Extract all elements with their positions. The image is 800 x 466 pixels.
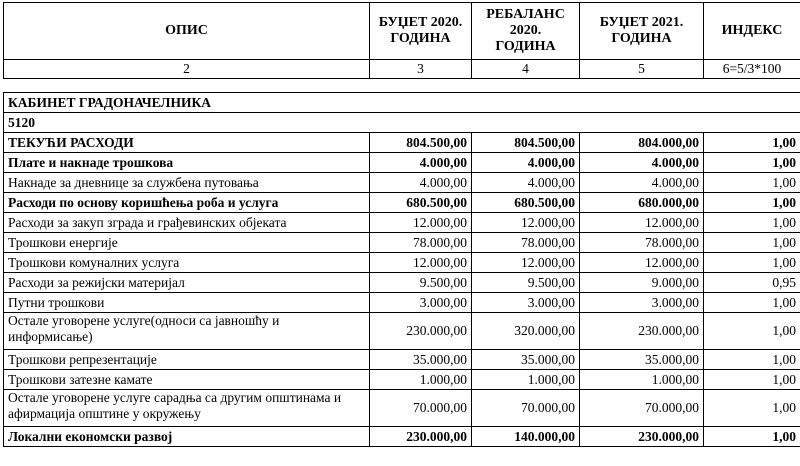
section-code-row — [4, 113, 800, 133]
budget-table-header — [3, 2, 800, 79]
row-budget-2021: 1.000,00 — [580, 370, 704, 390]
row-budget-2021: 9.000,00 — [580, 273, 704, 293]
row-description: ТЕКУЋИ РАСХОДИ — [4, 133, 370, 153]
header-budget-2021: БУЏЕТ 2021. ГОДИНА — [580, 3, 704, 60]
row-budget-2020: 3.000,00 — [370, 293, 472, 313]
header-row — [4, 3, 800, 60]
row-rebalans-2020: 70.000,00 — [472, 390, 580, 427]
row-budget-2021: 3.000,00 — [580, 293, 704, 313]
row-rebalans-2020: 4.000,00 — [472, 153, 580, 173]
row-description: Трошкови репрезентације — [4, 350, 370, 370]
table-row — [4, 153, 800, 173]
row-budget-2020: 70.000,00 — [370, 390, 472, 427]
column-number-row — [4, 60, 800, 79]
row-budget-2020: 4.000,00 — [370, 173, 472, 193]
row-budget-2021: 12.000,00 — [580, 253, 704, 273]
table-row — [4, 233, 800, 253]
table-row — [4, 193, 800, 213]
budget-table-body — [3, 92, 800, 447]
table-row — [4, 293, 800, 313]
row-index: 1,00 — [704, 350, 800, 370]
row-description: Накнаде за дневнице за службена путовања — [4, 173, 370, 193]
row-rebalans-2020: 680.500,00 — [472, 193, 580, 213]
row-budget-2021: 4.000,00 — [580, 153, 704, 173]
section-code: 5120 — [4, 113, 800, 133]
row-budget-2020: 4.000,00 — [370, 153, 472, 173]
row-index: 1,00 — [704, 133, 800, 153]
row-description: Путни трошкови — [4, 293, 370, 313]
row-index: 1,00 — [704, 313, 800, 350]
column-number: 3 — [370, 60, 472, 79]
table-row — [4, 313, 800, 350]
row-rebalans-2020: 12.000,00 — [472, 213, 580, 233]
header-index: ИНДЕКС — [704, 3, 800, 60]
row-description: Плате и накнаде трошкова — [4, 153, 370, 173]
table-row — [4, 427, 800, 447]
row-budget-2021: 12.000,00 — [580, 213, 704, 233]
row-budget-2020: 230.000,00 — [370, 427, 472, 447]
row-budget-2021: 35.000,00 — [580, 350, 704, 370]
row-rebalans-2020: 4.000,00 — [472, 173, 580, 193]
row-budget-2020: 804.500,00 — [370, 133, 472, 153]
row-index: 1,00 — [704, 173, 800, 193]
row-budget-2020: 12.000,00 — [370, 213, 472, 233]
table-row — [4, 253, 800, 273]
row-rebalans-2020: 140.000,00 — [472, 427, 580, 447]
row-budget-2021: 70.000,00 — [580, 390, 704, 427]
row-budget-2021: 230.000,00 — [580, 427, 704, 447]
row-index: 1,00 — [704, 390, 800, 427]
header-description: ОПИС — [4, 3, 370, 60]
row-budget-2020: 680.500,00 — [370, 193, 472, 213]
section-title: КАБИНЕТ ГРАДОНАЧЕЛНИКА — [4, 93, 800, 113]
row-budget-2020: 78.000,00 — [370, 233, 472, 253]
row-description: Остале уговорене услуге(односи са јавношћу и информисање) — [4, 313, 370, 350]
row-description: Расходи за закуп зграда и грађевинских објеката — [4, 213, 370, 233]
row-rebalans-2020: 804.500,00 — [472, 133, 580, 153]
row-description: Трошкови комуналних услуга — [4, 253, 370, 273]
column-number: 2 — [4, 60, 370, 79]
row-description: Трошкови енергије — [4, 233, 370, 253]
row-description: Трошкови затезне камате — [4, 370, 370, 390]
row-description: Остале уговорене услуге сарадња са другим општинама и афирмација општине у окружењу — [4, 390, 370, 427]
row-budget-2021: 680.000,00 — [580, 193, 704, 213]
table-row — [4, 133, 800, 153]
row-rebalans-2020: 78.000,00 — [472, 233, 580, 253]
row-rebalans-2020: 320.000,00 — [472, 313, 580, 350]
row-rebalans-2020: 12.000,00 — [472, 253, 580, 273]
row-budget-2020: 230.000,00 — [370, 313, 472, 350]
header-rebalans-2020: РЕБАЛАНС 2020. ГОДИНА — [472, 3, 580, 60]
row-index: 1,00 — [704, 213, 800, 233]
row-budget-2020: 12.000,00 — [370, 253, 472, 273]
row-budget-2020: 1.000,00 — [370, 370, 472, 390]
row-index: 0,95 — [704, 273, 800, 293]
row-index: 1,00 — [704, 427, 800, 447]
row-budget-2020: 35.000,00 — [370, 350, 472, 370]
row-rebalans-2020: 1.000,00 — [472, 370, 580, 390]
row-index: 1,00 — [704, 253, 800, 273]
table-row — [4, 173, 800, 193]
row-index: 1,00 — [704, 153, 800, 173]
row-description: Локални економски развој — [4, 427, 370, 447]
row-budget-2020: 9.500,00 — [370, 273, 472, 293]
row-index: 1,00 — [704, 233, 800, 253]
row-budget-2021: 230.000,00 — [580, 313, 704, 350]
table-row — [4, 213, 800, 233]
row-rebalans-2020: 3.000,00 — [472, 293, 580, 313]
row-budget-2021: 804.000,00 — [580, 133, 704, 153]
header-budget-2020: БУЏЕТ 2020. ГОДИНА — [370, 3, 472, 60]
table-row — [4, 370, 800, 390]
column-number: 5 — [580, 60, 704, 79]
table-row — [4, 273, 800, 293]
row-budget-2021: 78.000,00 — [580, 233, 704, 253]
row-rebalans-2020: 9.500,00 — [472, 273, 580, 293]
row-index: 1,00 — [704, 370, 800, 390]
column-number: 6=5/3*100 — [704, 60, 800, 79]
row-rebalans-2020: 35.000,00 — [472, 350, 580, 370]
row-description: Расходи по основу коришћења роба и услуга — [4, 193, 370, 213]
row-index: 1,00 — [704, 193, 800, 213]
row-index: 1,00 — [704, 293, 800, 313]
row-description: Расходи за режијски материјал — [4, 273, 370, 293]
section-title-row — [4, 93, 800, 113]
row-budget-2021: 4.000,00 — [580, 173, 704, 193]
table-row — [4, 350, 800, 370]
table-row — [4, 390, 800, 427]
column-number: 4 — [472, 60, 580, 79]
